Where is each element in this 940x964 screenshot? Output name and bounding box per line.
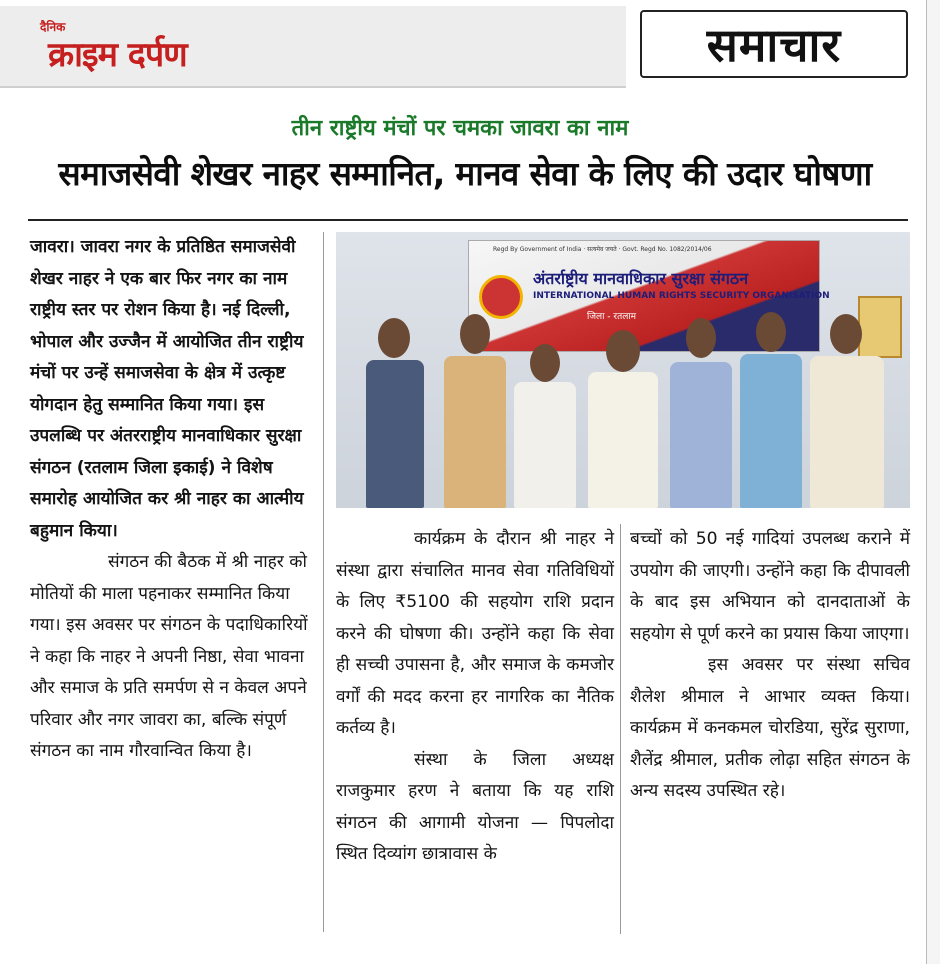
article-column-1 <box>30 232 320 768</box>
subheadline: तीन राष्ट्रीय मंचों पर चमका जावरा का नाम <box>291 116 629 141</box>
adjacent-page-edge <box>926 0 940 964</box>
paragraph-felicitation: संगठन की बैठक में श्री नाहर को मोतियों की माला पहनाकर सम्मानित किया गया। इस अवसर पर संगठन के पदाधिकारियों ने कहा कि नाहर ने अपनी निष्ठा, सेवा भावना और समाज के प्रति समर्पण से न केवल अपने परिवार और नगर जावरा का, बल्कि संपूर्ण संगठन का नाम गौरवान्वित किया है। <box>30 552 308 761</box>
headline-divider <box>28 219 908 221</box>
masthead-daily-label: दैनिक <box>40 20 66 34</box>
article-column-3 <box>630 524 910 808</box>
person-7-head <box>830 314 862 354</box>
person-7 <box>810 356 884 508</box>
paragraph-intro: जावरा। जावरा नगर के प्रतिष्ठित समाजसेवी शेखर नाहर ने एक बार फिर नगर का नाम राष्ट्रीय स्तर पर रोशन किया है। नई दिल्ली, भोपाल और उज्जैन में आयोजित तीन राष्ट्रीय मंचों पर उन्हें समाजसेवा के क्षेत्र में उत्कृष्ट योगदान हेतु सम्मानित किया गया। इस उपलब्धि पर अंतरराष्ट्रीय मानवाधिकार सुरक्षा संगठन (रतलाम जिला इकाई) ने विशेष समारोह आयोजित कर श्री नाहर का आत्मीय बहुमान किया। <box>30 237 304 541</box>
paragraph-donation: कार्यक्रम के दौरान श्री नाहर ने संस्था द्वारा संचालित मानव सेवा गतिविधियों के लिए ₹5100 की सहयोग राशि प्रदान करने की घोषणा की। उन्होंने कहा कि सेवा ही सच्ची उपासना है, और समाज के कमजोर वर्गों की मदद करना हर नागरिक का नैतिक कर्तव्य है। <box>336 529 614 738</box>
wall-frame <box>858 296 902 358</box>
person-5 <box>670 362 732 508</box>
newspaper-logo-title: क्राइम दर्पण <box>48 35 187 75</box>
event-photo <box>336 232 910 508</box>
person-2 <box>444 356 506 508</box>
person-3-head <box>530 344 560 382</box>
person-3 <box>514 382 576 508</box>
article-column-2 <box>336 524 614 871</box>
person-1-head <box>378 318 410 358</box>
masthead-banner <box>0 6 626 88</box>
column-divider <box>323 232 324 932</box>
person-6-head <box>756 312 786 352</box>
banner-unit: जिला - रतलाम <box>587 312 637 322</box>
banner-title: अंतर्राष्ट्रीय मानवाधिकार सुरक्षा संगठन <box>533 269 749 288</box>
paragraph-district-president: संस्था के जिला अध्यक्ष राजकुमार हरण ने बताया कि यह राशि संगठन की आगामी योजना — पिपलोदा स्थित दिव्यांग छात्रावास के <box>336 749 614 864</box>
section-box <box>640 10 908 78</box>
paragraph-attendees: इस अवसर पर संस्था सचिव शैलेश श्रीमाल ने आभार व्यक्त किया। कार्यक्रम में कनकमल चोरडिया, सुरेंद्र सुराणा, शैलेंद्र श्रीमाल, प्रतीक लोढ़ा सहित संगठन के अन्य सदस्य उपस्थित रहे। <box>630 655 910 801</box>
headline: समाजसेवी शेखर नाहर सम्मानित, मानव सेवा के लिए की उदार घोषणा <box>58 154 872 193</box>
banner-english-title: INTERNATIONAL HUMAN RIGHTS SECURITY ORGANISATION <box>533 291 830 301</box>
person-4 <box>588 372 658 508</box>
person-2-head <box>460 314 490 354</box>
person-1 <box>366 360 424 508</box>
section-title: समाचार <box>706 18 842 72</box>
column-divider-2 <box>620 524 621 934</box>
banner-registration-text: Regd By Government of India · सत्यमेव जयते · Govt. Regd No. 1082/2014/06 <box>493 246 712 253</box>
person-6 <box>740 354 802 508</box>
organisation-logo-icon <box>479 275 523 319</box>
paragraph-hostel-plan: बच्चों को 50 नई गादियां उपलब्ध कराने में उपयोग की जाएगी। उन्होंने कहा कि दीपावली के बाद इस अभियान को दानदाताओं के सहयोग से पूर्ण करने का प्रयास किया जाएगा। <box>630 529 910 644</box>
person-4-head <box>606 330 640 372</box>
masthead <box>0 0 940 88</box>
person-5-head <box>686 318 716 358</box>
